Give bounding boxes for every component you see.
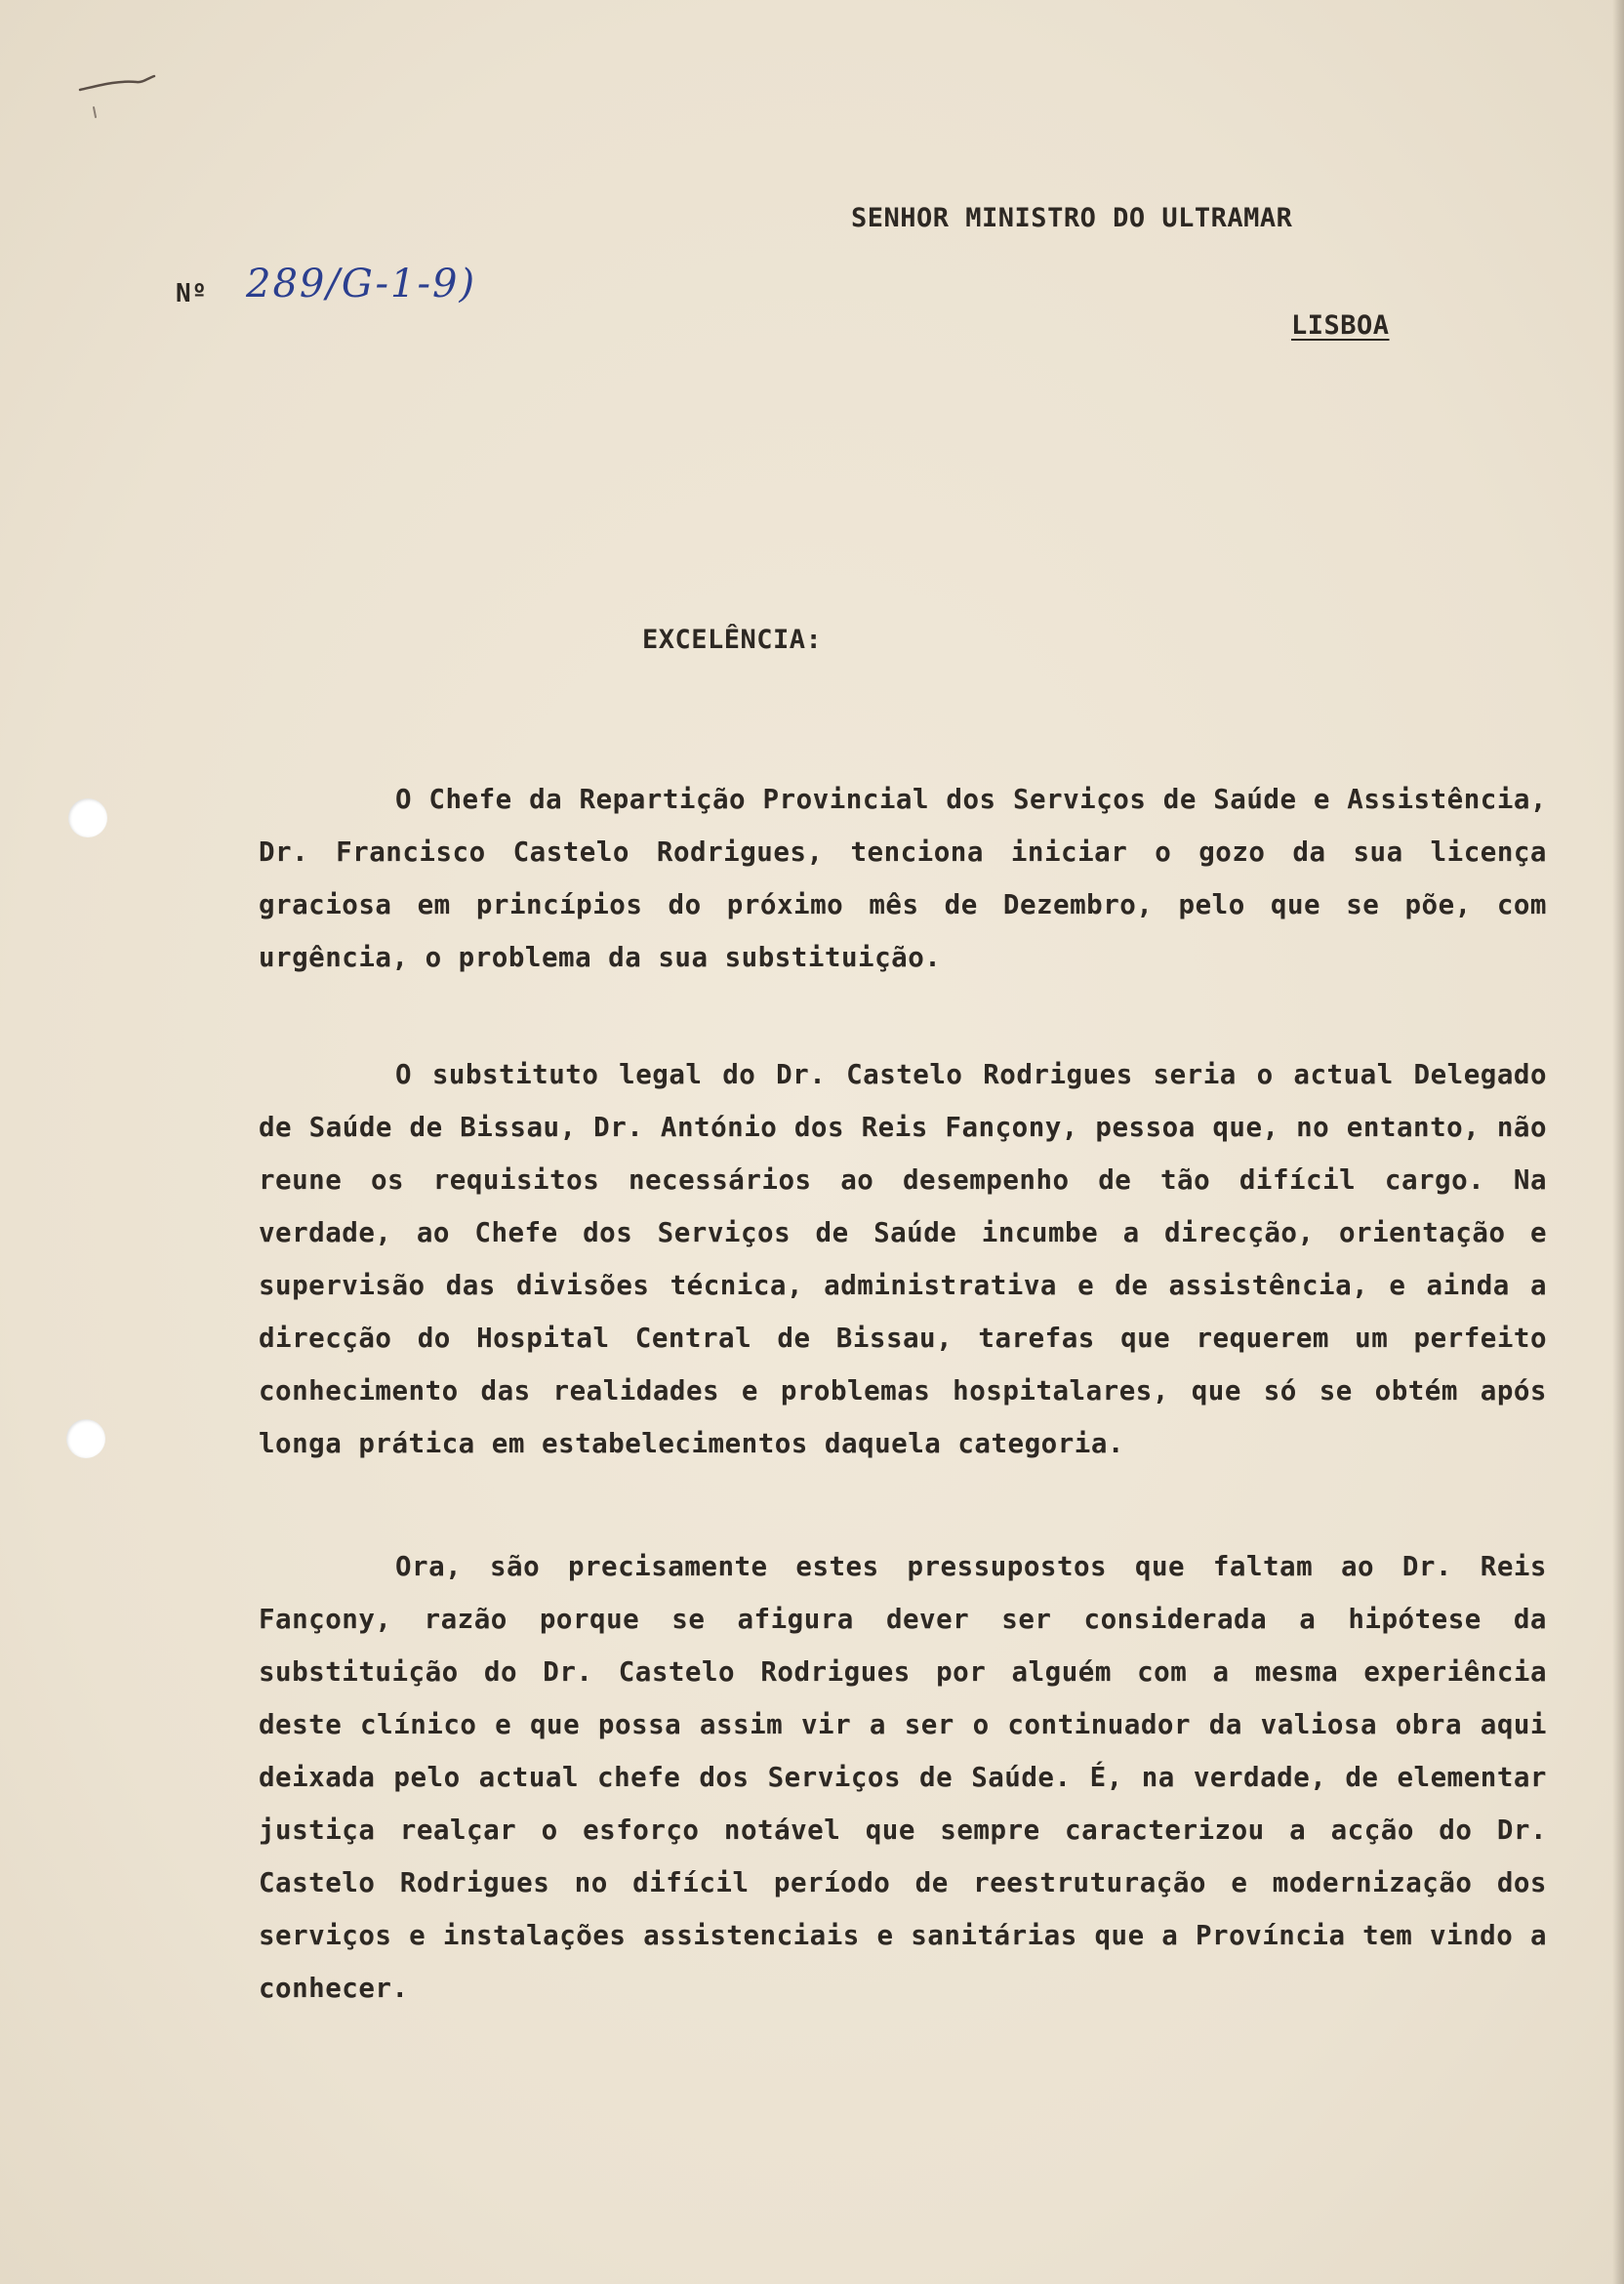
paragraph-1: O Chefe da Repartição Provincial dos Serviços de Saúde e Assistência, Dr. Francisco Castelo Rodrigues, tenciona iniciar o gozo da sua licença graciosa em princípios do próximo mês de Dezembro, pelo que se põe, com urgência, o problema da sua substituição. bbox=[259, 784, 1547, 973]
paragraph-2: O substituto legal do Dr. Castelo Rodrigues seria o actual Delegado de Saúde de Bissau, Dr. António dos Reis Fançony, pessoa que, no entanto, não reune os requisitos necessários ao desempenho de tão difícil cargo. Na verdade, ao Chefe dos Serviços de Saúde incumbe a direcção, orientação e supervisão das divisões técnica, administrativa e de assistência, e ainda a direcção do Hospital Central de Bissau, tarefas que requerem um perfeito conhecimento das realidades e problemas hospitalares, que só se obtém após longa prática em estabelecimentos daquela categoria. bbox=[259, 1059, 1547, 1459]
reference-number: 289/G-1-9) bbox=[246, 262, 477, 306]
salutation: EXCELÊNCIA: bbox=[642, 625, 823, 655]
addressee-line: SENHOR MINISTRO DO ULTRAMAR bbox=[851, 203, 1293, 233]
punch-hole-top bbox=[68, 798, 107, 837]
page-edge-shadow bbox=[1612, 0, 1624, 2284]
paragraph-3: Ora, são precisamente estes pressupostos que faltam ao Dr. Reis Fançony, razão porque se afigura dever ser considerada a hipótese da substituição do Dr. Castelo Rodrigues por alguém com a mesma experiência deste clínico e que possa assim vir a ser o continuador da valiosa obra aqui deixada pelo actual chefe dos Serviços de Saúde. É, na verdade, de elementar justiça realçar o esforço notável que sempre caracterizou a acção do Dr. Castelo Rodrigues no difícil período de reestruturação e modernização dos serviços e instalações assistenciais e sanitárias que a Província tem vindo a conhecer. bbox=[259, 1551, 1547, 2004]
reference-label: Nº bbox=[176, 279, 208, 308]
pencil-mark bbox=[78, 68, 166, 137]
punch-hole-bottom bbox=[66, 1419, 105, 1458]
addressee-city: LISBOA bbox=[1291, 310, 1390, 341]
